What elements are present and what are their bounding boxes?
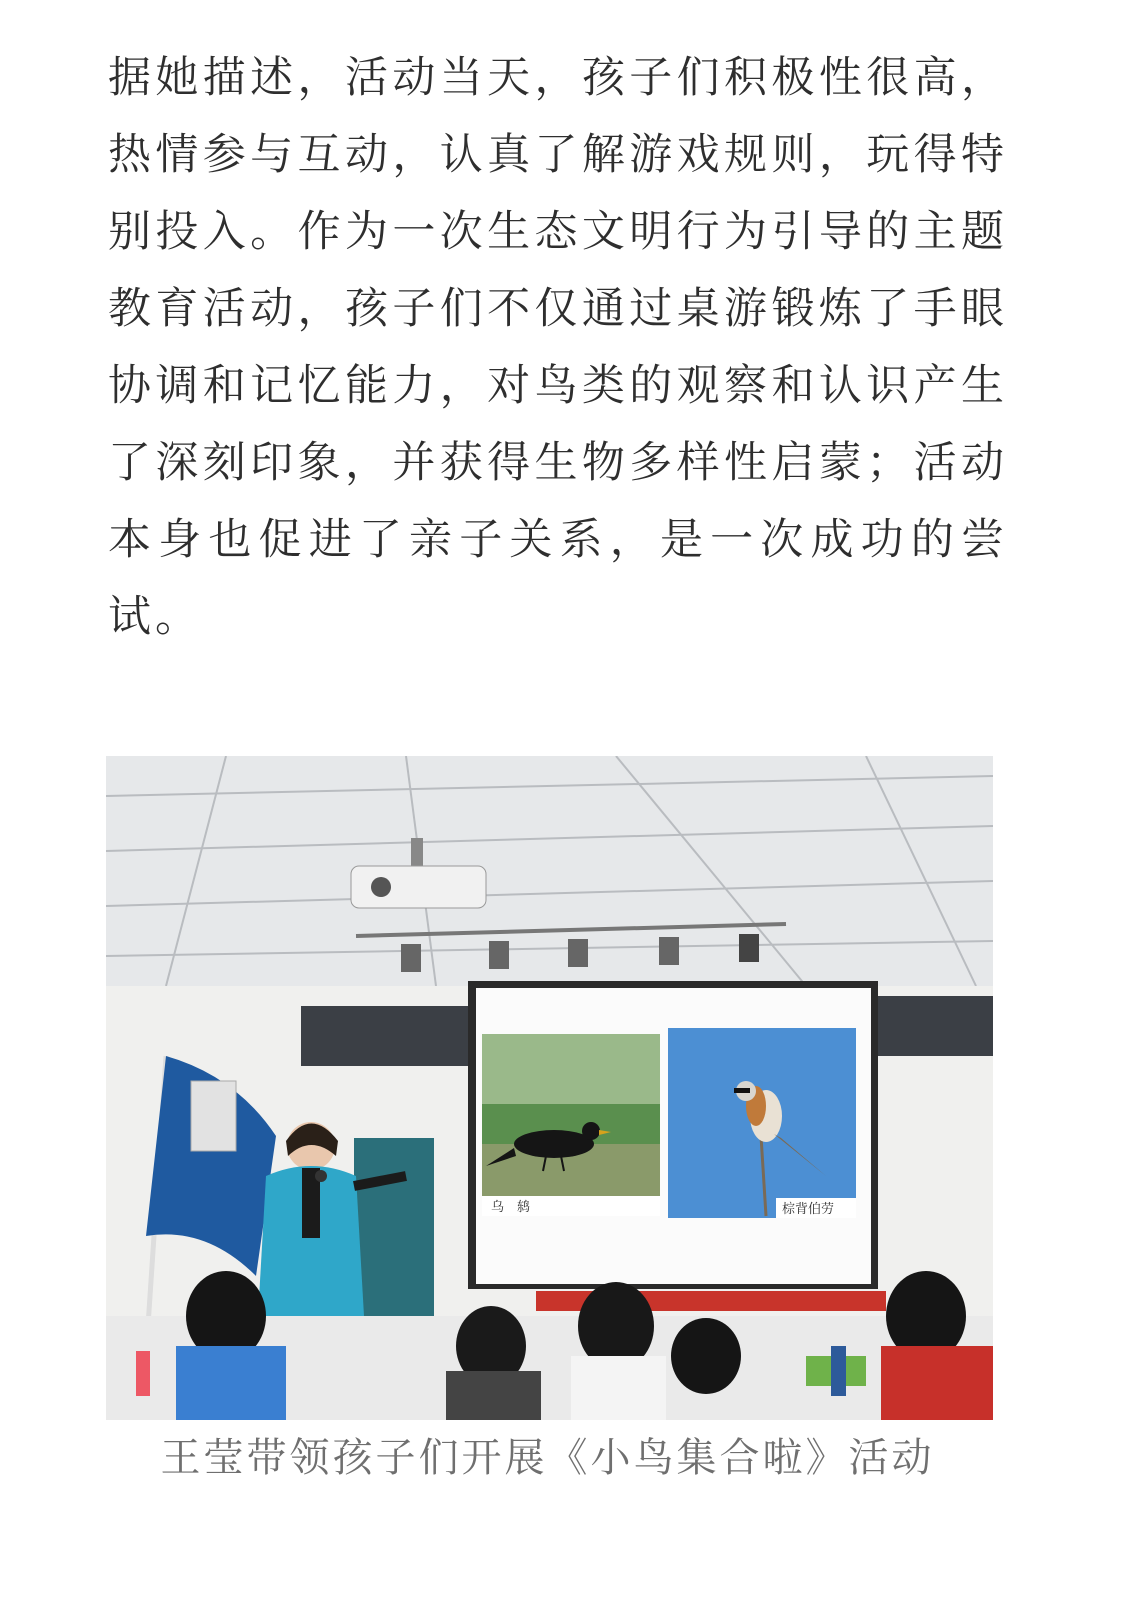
wall-panel-right: [876, 996, 993, 1056]
classroom-photo-illustration: [106, 756, 993, 1420]
slide-right-label: 棕背伯劳: [782, 1202, 835, 1217]
classroom-photo: [106, 756, 993, 1420]
air-conditioner: [191, 1081, 236, 1151]
slide-left-label: 乌 鸫: [491, 1200, 531, 1215]
blackbird-figure: [514, 1130, 594, 1158]
wall-panel-left: [301, 1006, 476, 1066]
cabinet: [354, 1138, 434, 1328]
article-paragraph: 据她描述，活动当天，孩子们积极性很高，热情参与互动，认真了解游戏规则，玩得特别投入。作为一次生态文明行为引导的主题教育活动，孩子们不仅通过桌游锻炼了手眼协调和记忆能力，对鸟类的观察和认识产生了深刻印象，并获得生物多样性启蒙；活动本身也促进了亲子关系，是一次成功的尝试。: [108, 53, 1008, 642]
photo-caption: 王莹带领孩子们开展《小鸟集合啦》活动: [160, 1435, 935, 1481]
ceiling: [106, 756, 993, 986]
projection-screen: [468, 981, 878, 1289]
